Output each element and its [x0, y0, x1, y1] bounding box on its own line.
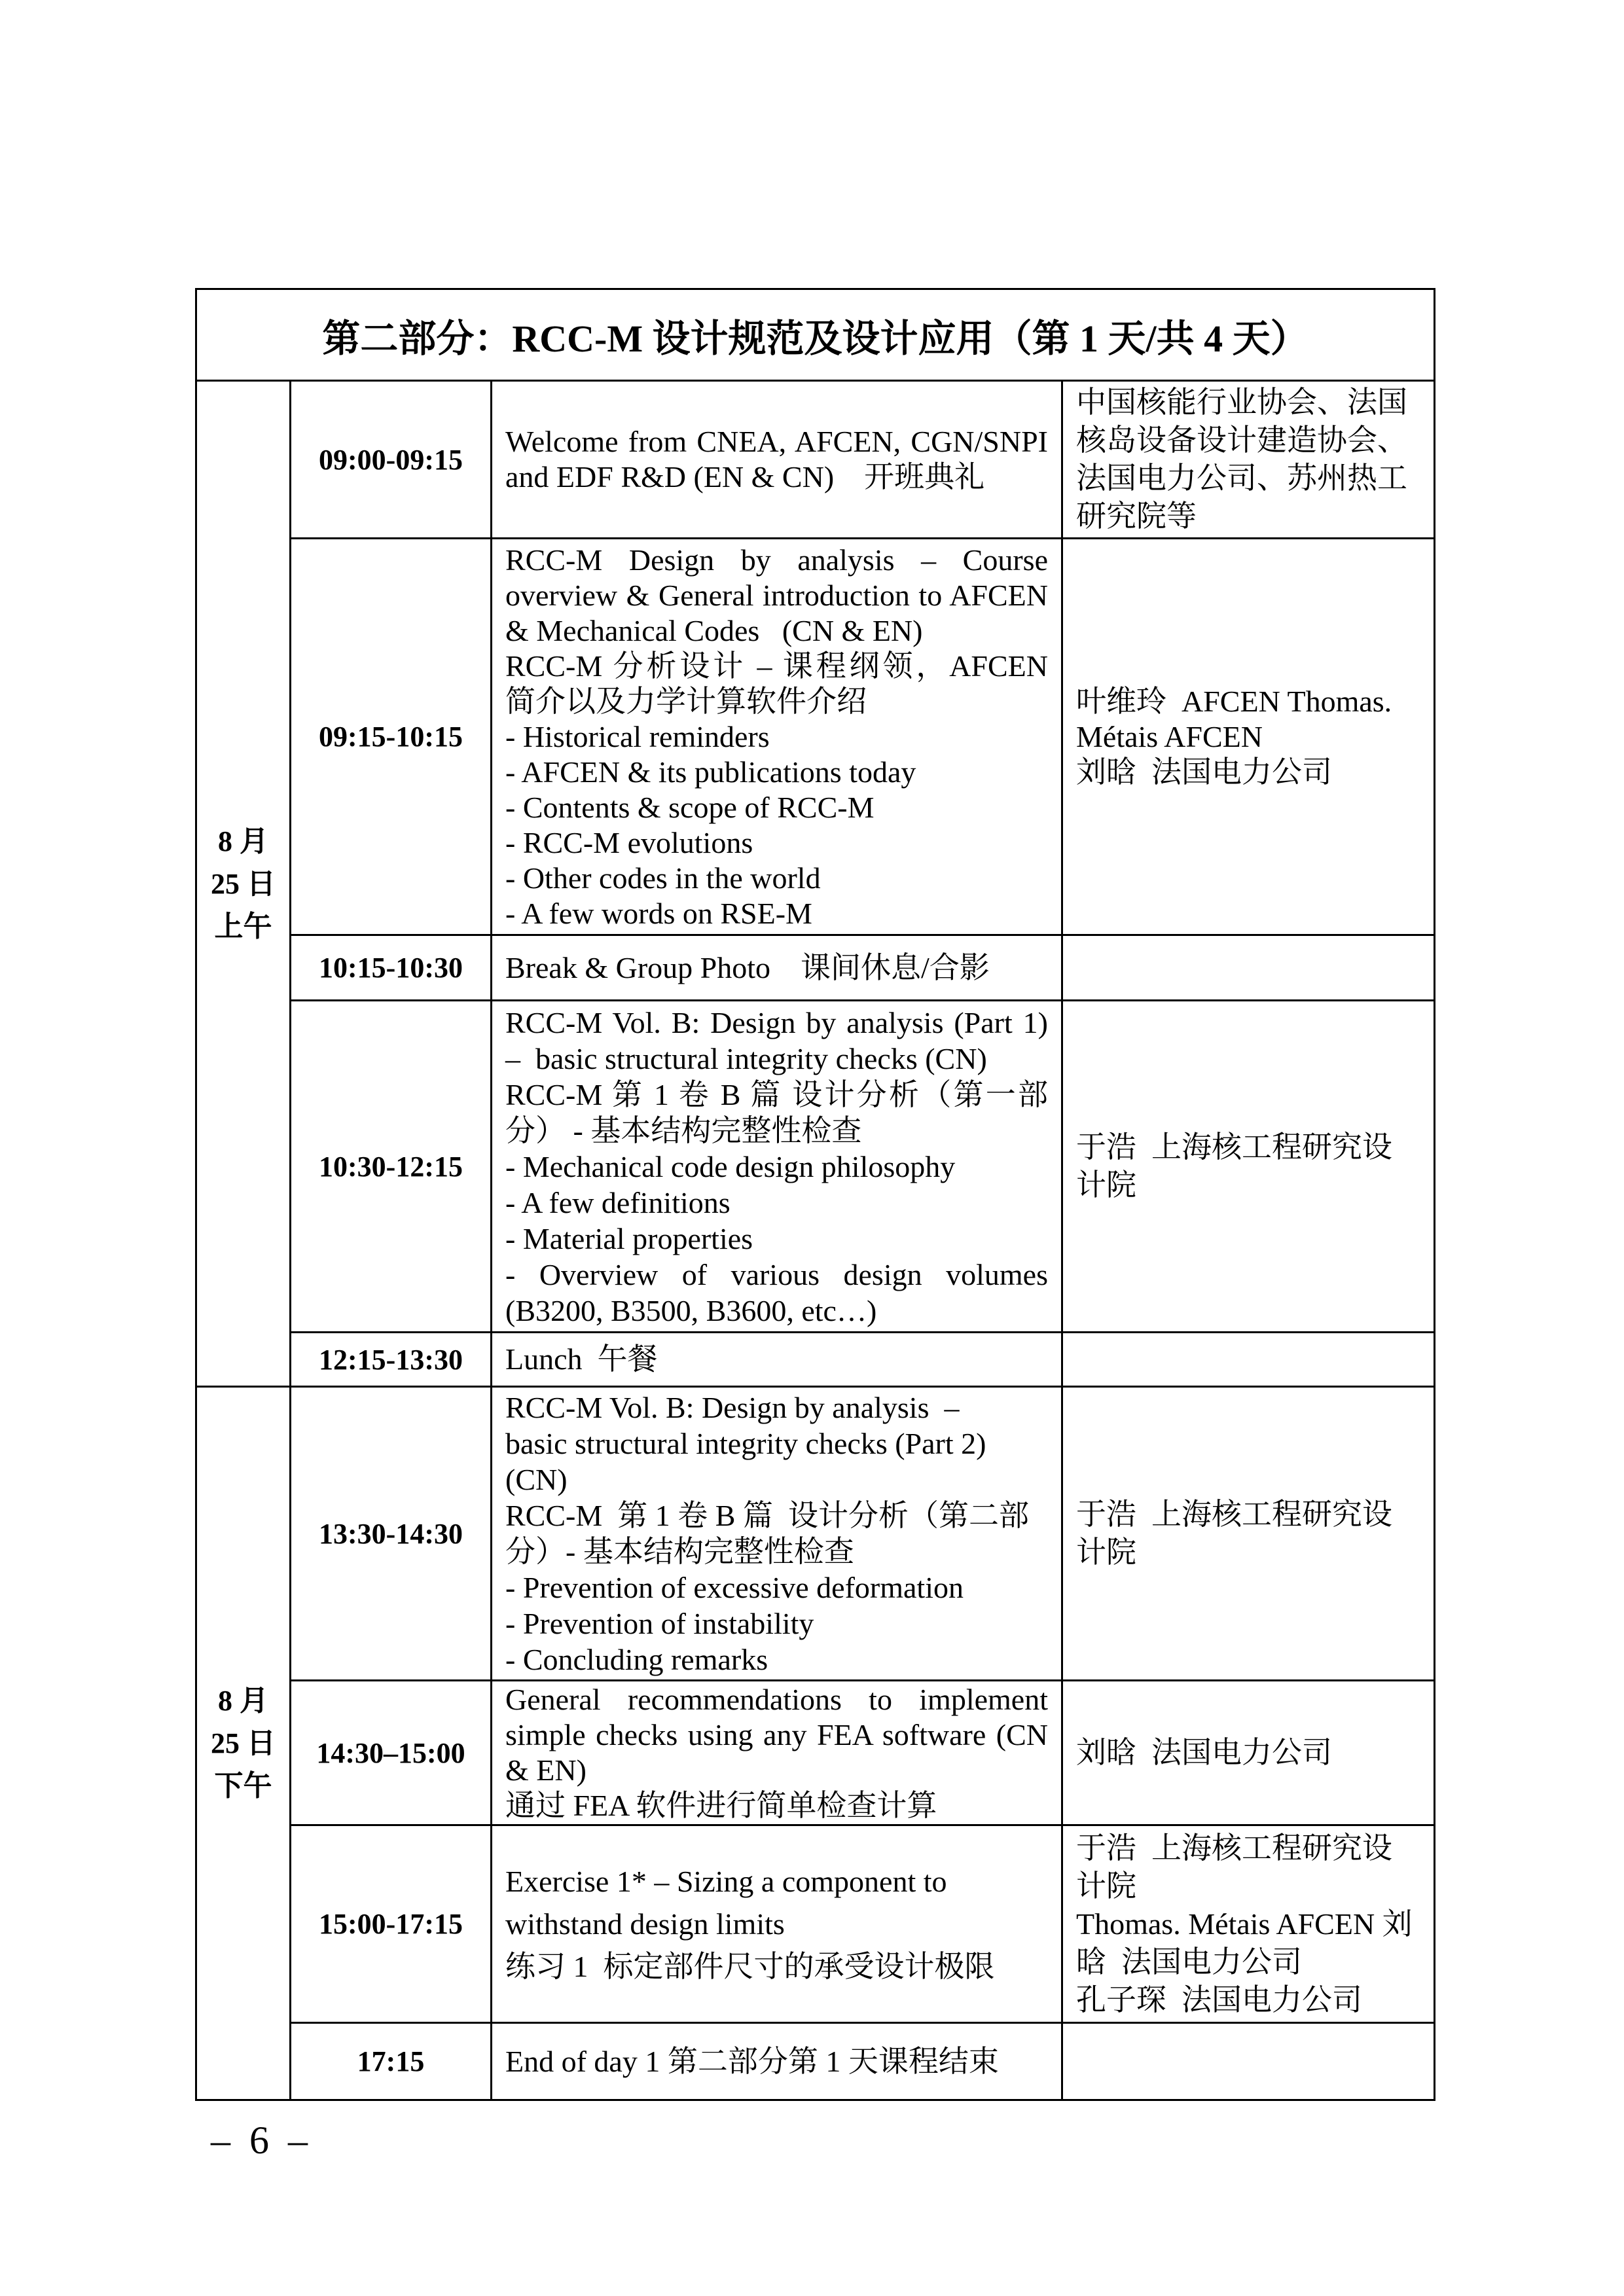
content-cell — [492, 539, 1062, 935]
session-row — [196, 2023, 1435, 2100]
speaker-line: 计院 — [1076, 1168, 1136, 1202]
date-cell-morning — [196, 381, 291, 1387]
content-cell — [492, 1825, 1062, 2023]
content-line: and EDF R&D (EN & CN) 开班典礼 — [505, 460, 985, 493]
section-title: 第二部分：RCC-M 设计规范及设计应用（第 1 天/共 4 天） — [196, 289, 1435, 381]
speaker-line: 叶维玲 AFCEN Thomas. — [1076, 684, 1392, 718]
content-line: basic structural integrity checks (Part 2) — [505, 1427, 986, 1460]
time-cell: 09:15-10:15 — [291, 539, 492, 935]
speaker-cell — [1062, 539, 1435, 935]
content-line: RCC-M Vol. B: Design by analysis – — [505, 1391, 960, 1424]
speaker-line: 计院 — [1076, 1869, 1136, 1903]
session-row — [196, 1001, 1435, 1333]
content-line: RCC-M Vol. B: Design by analysis (Part 1) — [505, 1005, 1048, 1039]
content-line: Break & Group Photo 课间休息/合影 — [505, 950, 990, 984]
speaker-cell — [1062, 1387, 1435, 1681]
content-line: withstand design limits — [505, 1907, 785, 1941]
speaker-line: 于浩 上海核工程研究设 — [1076, 1498, 1392, 1531]
content-line: overview & General introduction to AFCEN — [505, 578, 1048, 612]
content-bullet: - Prevention of excessive deformation — [505, 1571, 964, 1604]
content-bullet: - Other codes in the world — [505, 861, 821, 895]
time-cell: 13:30-14:30 — [291, 1387, 492, 1681]
date-period: 上午 — [214, 910, 272, 942]
content-line: RCC-M 分析设计 – 课程纲领，AFCEN — [505, 649, 1048, 683]
content-line: RCC-M 第 1 卷 B 篇 设计分析（第二部 — [505, 1499, 1029, 1532]
date-cell-afternoon — [196, 1387, 291, 2100]
time-cell: 12:15-13:30 — [291, 1333, 492, 1387]
content-bullet: - Contents & scope of RCC-M — [505, 790, 875, 824]
speaker-cell — [1062, 2023, 1435, 2100]
content-line: (B3200, B3500, B3600, etc…) — [505, 1293, 877, 1327]
speaker-line: 中国核能行业协会、法国 — [1076, 386, 1407, 419]
session-row — [196, 539, 1435, 935]
content-cell — [492, 935, 1062, 1001]
session-row — [196, 1825, 1435, 2023]
content-bullet: - RCC-M evolutions — [505, 825, 753, 859]
content-line: End of day 1 第二部分第 1 天课程结束 — [505, 2044, 999, 2078]
speaker-line: Métais AFCEN — [1076, 719, 1263, 753]
content-bullet: - AFCEN & its publications today — [505, 755, 916, 789]
time-cell: 17:15 — [291, 2023, 492, 2100]
speaker-line: 孔子琛 法国电力公司 — [1076, 1982, 1362, 2017]
date-month: 8 月 — [218, 1685, 268, 1717]
session-row — [196, 1333, 1435, 1387]
content-line: & Mechanical Codes (CN & EN) — [505, 613, 923, 647]
content-line: Welcome from CNEA, AFCEN, CGN/SNPI — [505, 425, 1048, 458]
content-line: Lunch 午餐 — [505, 1342, 658, 1376]
speaker-line: 于浩 上海核工程研究设 — [1076, 1130, 1392, 1164]
date-day: 25 日 — [211, 867, 276, 900]
speaker-cell — [1062, 1333, 1435, 1387]
content-cell — [492, 2023, 1062, 2100]
content-cell — [492, 1387, 1062, 1681]
time-cell: 09:00-09:15 — [291, 381, 492, 539]
content-line: simple checks using any FEA software (CN — [505, 1718, 1048, 1751]
content-cell — [492, 1333, 1062, 1387]
speaker-cell — [1062, 1001, 1435, 1333]
content-line: 练习 1 标定部件尺寸的承受设计极限 — [505, 1950, 995, 1983]
content-cell — [492, 1001, 1062, 1333]
content-line: 分）- 基本结构完整性检查 — [505, 1535, 854, 1568]
title-row — [196, 289, 1435, 381]
content-line: RCC-M Design by analysis – Course — [505, 543, 1048, 577]
date-day: 25 日 — [211, 1727, 276, 1759]
content-line: 简介以及力学计算软件介绍 — [505, 684, 867, 718]
session-row — [196, 1681, 1435, 1825]
content-bullet: - Mechanical code design philosophy — [505, 1149, 956, 1183]
speaker-cell — [1062, 1681, 1435, 1825]
content-line: Exercise 1* – Sizing a component to — [505, 1865, 947, 1898]
date-period: 下午 — [214, 1770, 272, 1802]
content-line: & EN) — [505, 1753, 586, 1787]
speaker-line: 核岛设备设计建造协会、 — [1076, 423, 1407, 457]
speaker-line: 晗 法国电力公司 — [1076, 1945, 1302, 1979]
time-cell: 10:30-12:15 — [291, 1001, 492, 1333]
content-line: 分） - 基本结构完整性检查 — [505, 1113, 862, 1147]
session-row — [196, 1387, 1435, 1681]
speaker-cell — [1062, 381, 1435, 539]
speaker-cell — [1062, 1825, 1435, 2023]
content-bullet: - Historical reminders — [505, 719, 770, 753]
time-cell: 14:30–15:00 — [291, 1681, 492, 1825]
speaker-line: 研究院等 — [1076, 499, 1197, 533]
speaker-line: 刘晗 法国电力公司 — [1076, 1736, 1332, 1769]
speaker-cell — [1062, 935, 1435, 1001]
content-bullet: - Material properties — [505, 1221, 753, 1255]
speaker-line: 于浩 上海核工程研究设 — [1076, 1831, 1392, 1865]
time-cell: 10:15-10:30 — [291, 935, 492, 1001]
content-line: RCC-M 第 1 卷 B 篇 设计分析（第一部 — [505, 1077, 1048, 1111]
speaker-line: 刘晗 法国电力公司 — [1076, 755, 1332, 789]
speaker-line: 计院 — [1076, 1535, 1136, 1569]
page-number: – 6 – — [211, 2119, 308, 2162]
session-row — [196, 381, 1435, 539]
time-cell: 15:00-17:15 — [291, 1825, 492, 2023]
session-row — [196, 935, 1435, 1001]
schedule-table — [195, 288, 1435, 2101]
speaker-line: Thomas. Métais AFCEN 刘 — [1076, 1907, 1413, 1941]
content-line: General recommendations to implement — [505, 1683, 1048, 1716]
date-month: 8 月 — [218, 825, 268, 857]
speaker-line: 法国电力公司、苏州热工 — [1076, 461, 1407, 495]
content-line: – basic structural integrity checks (CN) — [505, 1041, 987, 1075]
content-line: (CN) — [505, 1463, 568, 1496]
content-bullet: - Concluding remarks — [505, 1643, 768, 1676]
content-bullet: - A few words on RSE-M — [505, 896, 812, 930]
content-cell — [492, 381, 1062, 539]
content-line: 通过 FEA 软件进行简单检查计算 — [505, 1789, 937, 1822]
content-cell — [492, 1681, 1062, 1825]
content-bullet: - Overview of various design volumes — [505, 1257, 1048, 1291]
content-bullet: - Prevention of instability — [505, 1607, 814, 1640]
content-bullet: - A few definitions — [505, 1185, 731, 1219]
